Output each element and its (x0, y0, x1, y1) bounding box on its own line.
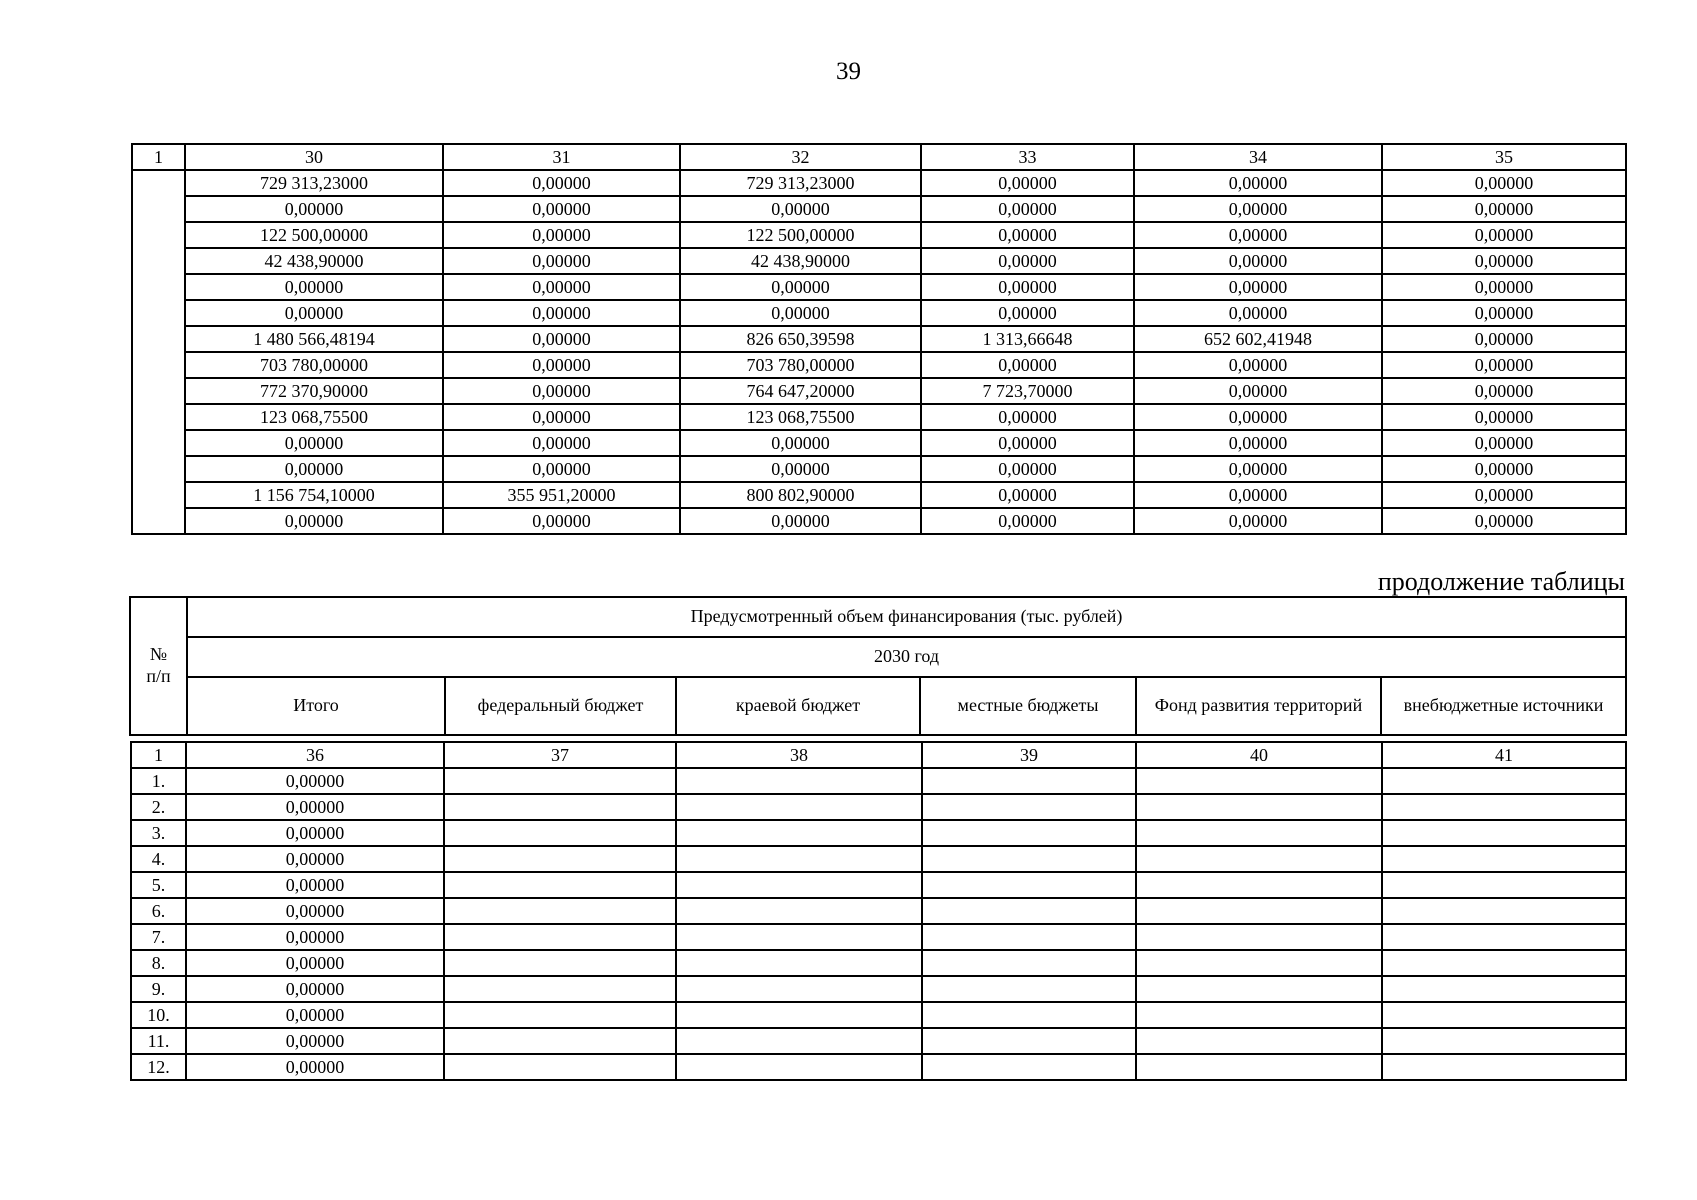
column-header-regional-budget: краевой бюджет (676, 677, 920, 735)
empty-cell (1136, 898, 1382, 924)
column-number-cell: 37 (444, 742, 676, 768)
year-header: 2030 год (187, 637, 1626, 677)
value-cell: 800 802,90000 (680, 482, 921, 508)
value-cell: 0,00000 (186, 1002, 444, 1028)
empty-cell (444, 1054, 676, 1080)
table-row (131, 950, 1626, 976)
empty-cell (444, 1002, 676, 1028)
empty-cell (1136, 872, 1382, 898)
empty-cell (444, 950, 676, 976)
value-cell: 0,00000 (1382, 196, 1626, 222)
empty-cell (1136, 976, 1382, 1002)
empty-cell (676, 898, 922, 924)
table-row (132, 430, 1626, 456)
table-row (131, 794, 1626, 820)
value-cell: 0,00000 (1382, 456, 1626, 482)
empty-cell (922, 976, 1136, 1002)
value-cell: 0,00000 (1382, 352, 1626, 378)
table-row (131, 1002, 1626, 1028)
empty-cell (676, 846, 922, 872)
column-number-cell: 40 (1136, 742, 1382, 768)
empty-cell (1382, 976, 1626, 1002)
empty-cell (444, 768, 676, 794)
value-cell: 0,00000 (921, 508, 1134, 534)
value-cell: 0,00000 (185, 508, 443, 534)
column-number-cell: 1 (131, 742, 186, 768)
column-number-cell: 33 (921, 144, 1134, 170)
value-cell: 0,00000 (680, 300, 921, 326)
column-header-territory-fund: Фонд развития территорий (1136, 677, 1381, 735)
value-cell: 0,00000 (1382, 508, 1626, 534)
value-cell: 0,00000 (1382, 326, 1626, 352)
value-cell: 0,00000 (186, 846, 444, 872)
value-cell: 0,00000 (680, 196, 921, 222)
value-cell: 0,00000 (185, 456, 443, 482)
value-cell: 0,00000 (185, 300, 443, 326)
empty-cell (676, 1028, 922, 1054)
value-cell: 0,00000 (680, 430, 921, 456)
value-cell: 0,00000 (443, 274, 680, 300)
value-cell: 0,00000 (1382, 378, 1626, 404)
value-cell: 0,00000 (921, 352, 1134, 378)
financing-table-columns-36-41 (130, 741, 1627, 1081)
value-cell: 0,00000 (443, 508, 680, 534)
value-cell: 0,00000 (1382, 170, 1626, 196)
empty-cell (1136, 1002, 1382, 1028)
empty-cell (676, 1054, 922, 1080)
value-cell: 0,00000 (921, 196, 1134, 222)
empty-cell (444, 872, 676, 898)
empty-cell (922, 1054, 1136, 1080)
table-row (131, 820, 1626, 846)
empty-cell (1136, 768, 1382, 794)
row-number-cell: 3. (131, 820, 186, 846)
empty-cell (1136, 950, 1382, 976)
column-header-extrabudgetary: внебюджетные источники (1381, 677, 1626, 735)
value-cell: 0,00000 (186, 768, 444, 794)
table-row (132, 248, 1626, 274)
column-number-cell: 41 (1382, 742, 1626, 768)
row-number-cell: 8. (131, 950, 186, 976)
value-cell: 0,00000 (921, 170, 1134, 196)
value-cell: 0,00000 (1134, 508, 1382, 534)
table-row (132, 456, 1626, 482)
value-cell: 0,00000 (186, 820, 444, 846)
empty-cell (444, 794, 676, 820)
table-row (131, 768, 1626, 794)
table-row (132, 196, 1626, 222)
empty-cell (1136, 794, 1382, 820)
empty-cell (922, 872, 1136, 898)
value-cell: 123 068,75500 (185, 404, 443, 430)
value-cell: 0,00000 (185, 196, 443, 222)
row-number-cell: 4. (131, 846, 186, 872)
empty-cell (676, 976, 922, 1002)
column-header-federal-budget: федеральный бюджет (445, 677, 676, 735)
value-cell: 0,00000 (186, 950, 444, 976)
empty-cell (676, 872, 922, 898)
empty-cell (1136, 924, 1382, 950)
row-number-cell: 6. (131, 898, 186, 924)
value-cell: 0,00000 (921, 430, 1134, 456)
value-cell: 0,00000 (921, 300, 1134, 326)
column-number-cell: 38 (676, 742, 922, 768)
empty-cell (1382, 950, 1626, 976)
empty-cell (676, 820, 922, 846)
value-cell: 0,00000 (1382, 404, 1626, 430)
empty-cell (676, 950, 922, 976)
value-cell: 652 602,41948 (1134, 326, 1382, 352)
value-cell: 0,00000 (185, 274, 443, 300)
value-cell: 0,00000 (680, 456, 921, 482)
row-number-cell: 12. (131, 1054, 186, 1080)
empty-cell (922, 820, 1136, 846)
empty-cell (676, 1002, 922, 1028)
column-number-cell: 35 (1382, 144, 1626, 170)
empty-cell (1136, 820, 1382, 846)
value-cell: 122 500,00000 (680, 222, 921, 248)
value-cell: 0,00000 (1134, 170, 1382, 196)
value-cell: 0,00000 (921, 248, 1134, 274)
empty-cell (1136, 1054, 1382, 1080)
value-cell: 0,00000 (1134, 222, 1382, 248)
value-cell: 772 370,90000 (185, 378, 443, 404)
row-number-header: № п/п (130, 597, 187, 735)
row-number-cell: 2. (131, 794, 186, 820)
value-cell: 0,00000 (443, 430, 680, 456)
value-cell: 1 480 566,48194 (185, 326, 443, 352)
empty-cell (922, 846, 1136, 872)
empty-cell (1382, 846, 1626, 872)
value-cell: 0,00000 (443, 404, 680, 430)
column-header-total: Итого (187, 677, 445, 735)
table-row (132, 274, 1626, 300)
value-cell: 0,00000 (443, 300, 680, 326)
financing-header-table (129, 596, 1627, 736)
empty-cell (1382, 768, 1626, 794)
table-row (131, 1054, 1626, 1080)
table-row (131, 872, 1626, 898)
empty-cell (676, 924, 922, 950)
table-row (132, 482, 1626, 508)
value-cell: 0,00000 (1134, 196, 1382, 222)
table-header-row (132, 144, 1626, 170)
value-cell: 0,00000 (186, 898, 444, 924)
value-cell: 0,00000 (443, 248, 680, 274)
empty-cell (1136, 1028, 1382, 1054)
page-number: 39 (836, 58, 861, 85)
empty-cell (1382, 872, 1626, 898)
empty-cell (1136, 846, 1382, 872)
empty-cell (1382, 924, 1626, 950)
value-cell: 0,00000 (186, 872, 444, 898)
table-row (132, 170, 1626, 196)
row-number-cell: 11. (131, 1028, 186, 1054)
table-row (132, 352, 1626, 378)
empty-cell (922, 950, 1136, 976)
value-cell: 0,00000 (186, 1054, 444, 1080)
value-cell: 0,00000 (186, 1028, 444, 1054)
value-cell: 0,00000 (680, 508, 921, 534)
value-cell: 0,00000 (186, 794, 444, 820)
value-cell: 0,00000 (1134, 352, 1382, 378)
value-cell: 729 313,23000 (680, 170, 921, 196)
table-header-row (131, 742, 1626, 768)
table-row (131, 976, 1626, 1002)
table-row (132, 222, 1626, 248)
value-cell: 0,00000 (443, 222, 680, 248)
column-number-cell: 36 (186, 742, 444, 768)
empty-cell (922, 898, 1136, 924)
value-cell: 0,00000 (921, 404, 1134, 430)
empty-cell (1382, 820, 1626, 846)
empty-cell (444, 976, 676, 1002)
value-cell: 0,00000 (443, 170, 680, 196)
value-cell: 0,00000 (1134, 248, 1382, 274)
value-cell: 0,00000 (1134, 274, 1382, 300)
value-cell: 0,00000 (1382, 482, 1626, 508)
empty-cell (444, 1028, 676, 1054)
value-cell: 0,00000 (1134, 430, 1382, 456)
value-cell: 0,00000 (1382, 222, 1626, 248)
value-cell: 0,00000 (1134, 378, 1382, 404)
value-cell: 0,00000 (186, 976, 444, 1002)
value-cell: 0,00000 (185, 430, 443, 456)
value-cell: 729 313,23000 (185, 170, 443, 196)
table-row (132, 404, 1626, 430)
value-cell: 0,00000 (443, 196, 680, 222)
value-cell: 0,00000 (1134, 456, 1382, 482)
value-cell: 703 780,00000 (185, 352, 443, 378)
empty-cell (676, 768, 922, 794)
empty-cell (922, 924, 1136, 950)
value-cell: 1 313,66648 (921, 326, 1134, 352)
value-cell: 764 647,20000 (680, 378, 921, 404)
value-cell: 0,00000 (1382, 430, 1626, 456)
empty-cell (1382, 898, 1626, 924)
value-cell: 0,00000 (921, 456, 1134, 482)
row-number-cell: 9. (131, 976, 186, 1002)
empty-cell (444, 846, 676, 872)
column-number-cell: 34 (1134, 144, 1382, 170)
value-cell: 42 438,90000 (680, 248, 921, 274)
column-header-local-budgets: местные бюджеты (920, 677, 1136, 735)
value-cell: 123 068,75500 (680, 404, 921, 430)
empty-cell (444, 924, 676, 950)
table-row (131, 1028, 1626, 1054)
empty-cell (922, 768, 1136, 794)
value-cell: 7 723,70000 (921, 378, 1134, 404)
value-cell: 703 780,00000 (680, 352, 921, 378)
value-cell: 0,00000 (1134, 300, 1382, 326)
value-cell: 0,00000 (1382, 274, 1626, 300)
value-cell: 122 500,00000 (185, 222, 443, 248)
financing-table-columns-30-35 (131, 143, 1627, 535)
value-cell: 0,00000 (921, 222, 1134, 248)
value-cell: 0,00000 (921, 274, 1134, 300)
empty-cell (444, 898, 676, 924)
value-cell: 0,00000 (1134, 482, 1382, 508)
column-number-cell: 1 (132, 144, 185, 170)
column-number-cell: 30 (185, 144, 443, 170)
empty-cell (444, 820, 676, 846)
empty-cell (1382, 1054, 1626, 1080)
table-row (132, 508, 1626, 534)
empty-cell (1382, 1028, 1626, 1054)
empty-cell (1382, 794, 1626, 820)
merged-number-cell (132, 170, 185, 534)
value-cell: 0,00000 (443, 352, 680, 378)
empty-cell (922, 1028, 1136, 1054)
column-number-cell: 39 (922, 742, 1136, 768)
value-cell: 0,00000 (1134, 404, 1382, 430)
row-number-cell: 5. (131, 872, 186, 898)
value-cell: 0,00000 (443, 378, 680, 404)
table-row (131, 898, 1626, 924)
table-row (131, 924, 1626, 950)
column-number-cell: 31 (443, 144, 680, 170)
row-number-cell: 1. (131, 768, 186, 794)
column-number-cell: 32 (680, 144, 921, 170)
value-cell: 355 951,20000 (443, 482, 680, 508)
empty-cell (922, 1002, 1136, 1028)
value-cell: 42 438,90000 (185, 248, 443, 274)
value-cell: 0,00000 (1382, 248, 1626, 274)
table-row (132, 300, 1626, 326)
row-number-cell: 7. (131, 924, 186, 950)
continuation-label: продолжение таблицы (1377, 567, 1625, 596)
empty-cell (1382, 1002, 1626, 1028)
value-cell: 0,00000 (186, 924, 444, 950)
empty-cell (922, 794, 1136, 820)
table-row (132, 326, 1626, 352)
value-cell: 826 650,39598 (680, 326, 921, 352)
empty-cell (676, 794, 922, 820)
row-number-cell: 10. (131, 1002, 186, 1028)
value-cell: 0,00000 (680, 274, 921, 300)
table-row (131, 846, 1626, 872)
value-cell: 1 156 754,10000 (185, 482, 443, 508)
value-cell: 0,00000 (443, 326, 680, 352)
table-row (132, 378, 1626, 404)
financing-title: Предусмотренный объем финансирования (тыс. рублей) (187, 597, 1626, 637)
value-cell: 0,00000 (443, 456, 680, 482)
value-cell: 0,00000 (921, 482, 1134, 508)
value-cell: 0,00000 (1382, 300, 1626, 326)
